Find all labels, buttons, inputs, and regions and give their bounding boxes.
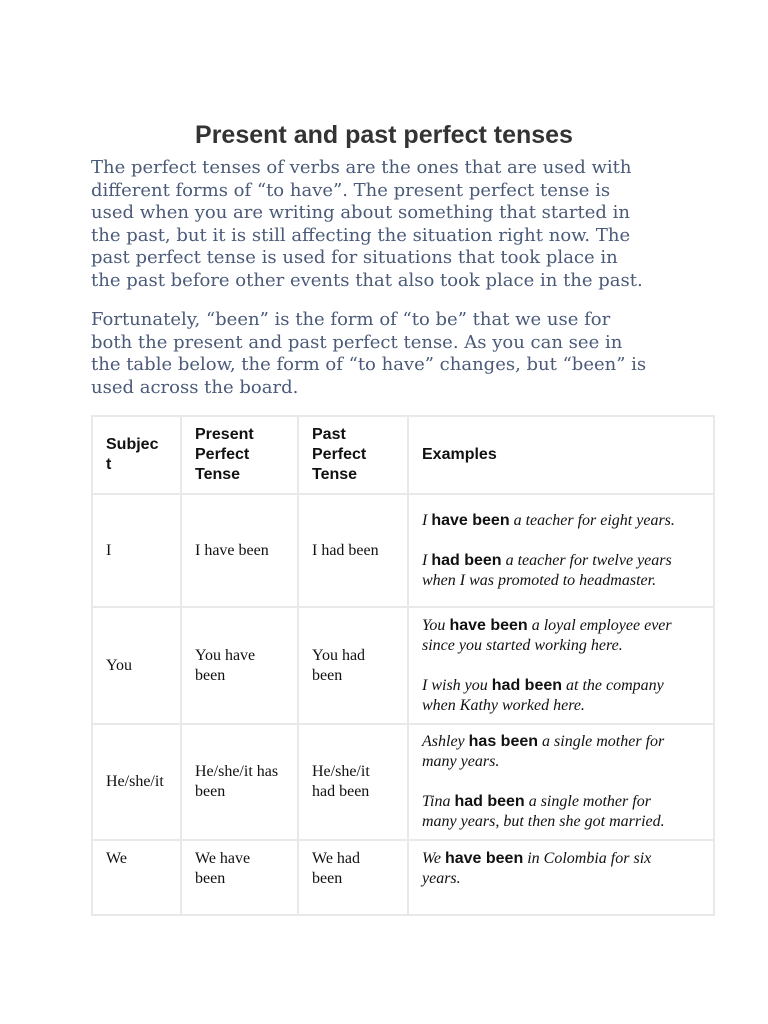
cell-line: had been — [312, 783, 370, 800]
example-gap — [422, 656, 703, 676]
table-row — [92, 724, 714, 840]
cell-line: You have — [195, 646, 256, 664]
cell-line: He/she/it has — [195, 763, 279, 780]
table-row — [92, 840, 714, 915]
example-text: We — [422, 850, 445, 867]
example-text: a single mother for — [524, 793, 651, 810]
example-text: Tina — [422, 793, 455, 810]
example-text: I — [422, 511, 432, 529]
example-line — [422, 696, 703, 716]
example-line — [422, 812, 703, 832]
header-line: t — [106, 456, 112, 473]
paragraph-line: Fortunately, “been” is the form of “to be” that we use for — [91, 309, 611, 330]
table-row — [92, 607, 714, 724]
example-text: a loyal employee ever — [527, 616, 672, 634]
present-perfect-cell — [181, 724, 298, 840]
header-present-perfect — [181, 416, 298, 494]
been-paragraph — [91, 309, 691, 399]
example-text: a single mother for — [538, 733, 665, 750]
example-text: many years, but then she got married. — [422, 813, 665, 830]
examples-cell — [408, 494, 714, 607]
cell-line: been — [312, 870, 343, 887]
header-line: Past — [312, 426, 346, 443]
cell-line: been — [195, 870, 226, 887]
past-perfect-cell — [298, 494, 408, 607]
example-text: when I was promoted to headmaster. — [422, 571, 657, 589]
example-text: a teacher for twelve years — [501, 551, 672, 569]
header-past-perfect — [298, 416, 408, 494]
table-row — [92, 494, 714, 607]
header-line: Tense — [195, 466, 241, 483]
cell-line: We had — [312, 850, 361, 867]
example-verb: have been — [449, 616, 528, 634]
subject-cell: He/she/it — [92, 724, 181, 840]
example-verb: have been — [444, 850, 524, 867]
example-line — [422, 752, 703, 772]
header-line: Present — [195, 426, 254, 443]
example-line — [422, 792, 703, 812]
example-text: since you started working here. — [422, 636, 623, 654]
paragraph-line: used across the board. — [91, 376, 299, 398]
paragraph-line: the past before other events that also took place in the past. — [91, 269, 643, 291]
example-line — [422, 869, 703, 889]
example-line — [422, 676, 703, 696]
paragraph-line: past perfect tense is used for situations that took place in — [91, 247, 618, 269]
example-line — [422, 511, 703, 531]
example-verb: has been — [468, 733, 539, 750]
example-line — [422, 616, 703, 636]
paragraph-line: The perfect tenses of verbs are the ones that are used with — [91, 157, 632, 178]
example-text: I — [422, 551, 432, 569]
cell-line: You had — [312, 646, 366, 664]
example-gap — [422, 531, 703, 551]
header-subject — [92, 416, 181, 494]
cell-line: I had been — [312, 541, 379, 559]
example-text: at the company — [562, 676, 664, 694]
example-line — [422, 551, 703, 571]
cell-line: He/she/it — [312, 763, 370, 780]
cell-line: I have been — [195, 541, 269, 559]
header-line: Perfect — [312, 446, 367, 463]
example-text: in Colombia for six — [523, 850, 652, 867]
cell-line: been — [195, 783, 226, 800]
example-text: many years. — [422, 753, 500, 770]
cell-line: We have — [195, 850, 251, 867]
examples-cell — [408, 840, 714, 915]
subject-cell: I — [92, 494, 181, 607]
cell-line: been — [312, 666, 343, 684]
example-verb: had been — [491, 676, 563, 694]
example-text: when Kathy worked here. — [422, 696, 585, 714]
paragraph-line: different forms of “to have”. The present perfect tense is — [91, 179, 611, 201]
header-examples: Examples — [408, 416, 714, 494]
example-gap — [422, 772, 703, 792]
past-perfect-cell — [298, 840, 408, 915]
past-perfect-cell — [298, 724, 408, 840]
example-text: a teacher for eight years. — [509, 511, 675, 529]
example-line — [422, 571, 703, 591]
example-text: years. — [422, 870, 461, 887]
paragraph-line: both the present and past perfect tense. As you can see in — [91, 331, 623, 353]
example-line — [422, 636, 703, 656]
present-perfect-cell — [181, 494, 298, 607]
present-perfect-cell — [181, 840, 298, 915]
present-perfect-cell — [181, 607, 298, 724]
examples-cell — [408, 724, 714, 840]
header-line: Perfect — [195, 446, 250, 463]
example-text: Ashley — [422, 733, 469, 750]
example-text: You — [422, 616, 450, 634]
subject-cell: We — [92, 840, 181, 915]
cell-line: been — [195, 666, 226, 684]
paragraph-line: used when you are writing about something that started in — [91, 202, 630, 224]
header-line: Tense — [312, 466, 358, 483]
tenses-table — [91, 415, 715, 916]
past-perfect-cell — [298, 607, 408, 724]
example-line — [422, 849, 703, 869]
example-verb: had been — [431, 551, 502, 569]
paragraph-line: the table below, the form of “to have” changes, but “been” is — [91, 354, 647, 376]
header-line: Subjec — [106, 436, 159, 453]
example-text: I wish you — [422, 676, 492, 694]
paragraph-line: the past, but it is still affecting the situation right now. The — [91, 224, 631, 246]
example-verb: have been — [431, 511, 510, 529]
example-line — [422, 732, 703, 752]
examples-cell — [408, 607, 714, 724]
page-title: Present and past perfect tenses — [195, 121, 573, 149]
subject-cell: You — [92, 607, 181, 724]
intro-paragraph — [91, 157, 691, 293]
table-header-row — [92, 416, 714, 494]
example-verb: had been — [454, 793, 525, 810]
